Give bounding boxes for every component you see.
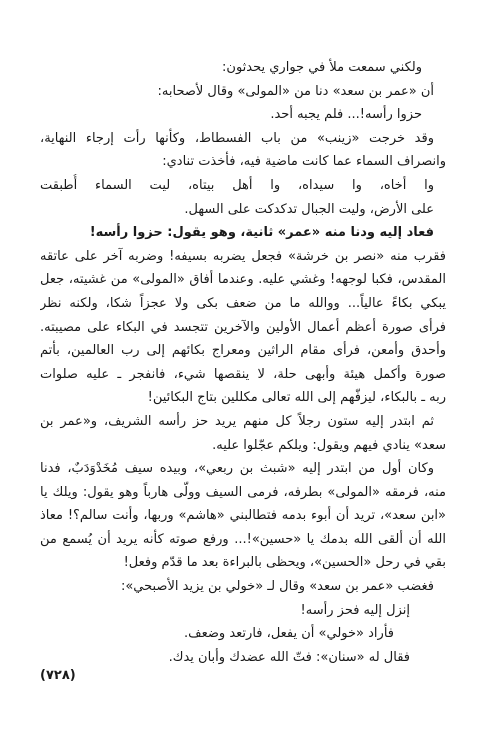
text-line-21: الله أن ألقى الله بدمك يا «حسين»!... ورفع صوته كأنه يريد أن يُسمع من bbox=[40, 531, 446, 547]
text-line-18: وكان أول من ابتدر إليه «شبث بن ربعي»، وبيده سيف مُخَدْوَدَبٌ، فدنا bbox=[40, 461, 434, 477]
text-line-26: فقال له «سنان»: فتّ الله عضدك وأبان يدك. bbox=[168, 649, 410, 665]
body-text bbox=[40, 56, 446, 669]
text-line-6: وا أخاه، وا سيداه، وا أهل بيتاه، ليت السماء أُطبقت bbox=[40, 177, 434, 193]
text-line-8: فعاد إليه ودنا منه «عمر» ثانية، وهو يقول: حزوا رأسه! bbox=[89, 225, 434, 241]
text-line-1: ولكني سمعت ملأ في جواري يحدثون: bbox=[222, 60, 422, 75]
text-line-20: «ابن سعد»، تريد أن أبوء بدمه فتطالبني «هاشم» وربها، وأنت سالم؟! معاذ bbox=[40, 508, 446, 524]
text-line-5: وانصراف السماء عما كانت ماضية فيه، فأخذت تنادي: bbox=[162, 154, 446, 170]
text-line-13: وأحدق وأمعن، فرأى مقام الراثين ومعراج بكائهم إلى رب العالمين، بأتم bbox=[40, 343, 446, 359]
text-line-19: منه، فرمقه «المولى» بطرفه، فرمى السيف وولّى هارباً وهو يقول: ويلك يا bbox=[40, 484, 446, 500]
text-line-4: وقد خرجت «زينب» من باب الفسطاط، وكأنها رأت إرجاء النهاية، bbox=[40, 130, 434, 146]
text-line-9: فقرب منه «نصر بن خرشة» فجعل يضربه بسيفه! وضربه آخر على عاتقه bbox=[40, 248, 446, 264]
text-line-12: فرأى صورة أعظم أعمال الأولين والآخرين تتجسد في البكاء على مصيبته. bbox=[40, 319, 446, 335]
text-line-15: ربه ـ بالبكاء، ليزفّهم إلى الله تعالى مكللين بتاج البكائين! bbox=[147, 390, 446, 406]
text-line-10: المقدس، فكبا لوجهه! وغشي عليه. وعندما أفاق «المولى» من غشيته، جعل bbox=[40, 272, 446, 288]
text-line-16: ثم ابتدر إليه ستون رجلاً كل منهم يريد حز رأسه الشريف، و«عمر بن bbox=[40, 413, 434, 429]
text-line-24: إنزل إليه فحز رأسه! bbox=[300, 602, 410, 618]
text-line-22: بقي في رحل «الحسين»، ويحظى بالبراءة بعد ما قدّم وفعل! bbox=[123, 555, 446, 571]
text-line-17: سعد» ينادي فيهم ويقول: ويلكم عجّلوا عليه. bbox=[212, 437, 446, 453]
text-line-25: فأراد «خولي» أن يفعل، فارتعد وضعف. bbox=[184, 626, 394, 642]
page-number: (٧٢٨) bbox=[40, 668, 76, 683]
text-line-2: أن «عمر بن سعد» دنا من «المولى» وقال لأصحابه: bbox=[157, 83, 434, 99]
text-line-23: فغضب «عمر بن سعد» وقال لـ «خولي بن يزيد الأصبحي»: bbox=[120, 579, 434, 595]
text-line-14: صورة وأكمل هيئة وأبهى حلة، لا ينقصها شيء، فانفجر ـ عليه صلوات bbox=[40, 366, 446, 382]
text-line-7: على الأرض، وليت الجبال تدكدكت على السهل. bbox=[184, 201, 434, 217]
text-line-11: يبكي بكاءً عالياً... ووالله ما من ضعف بكى ولا عجزاً شكا، ولكنه نظر bbox=[40, 295, 446, 311]
text-line-3: حزوا رأسه!... فلم يجبه أحد. bbox=[270, 107, 422, 123]
